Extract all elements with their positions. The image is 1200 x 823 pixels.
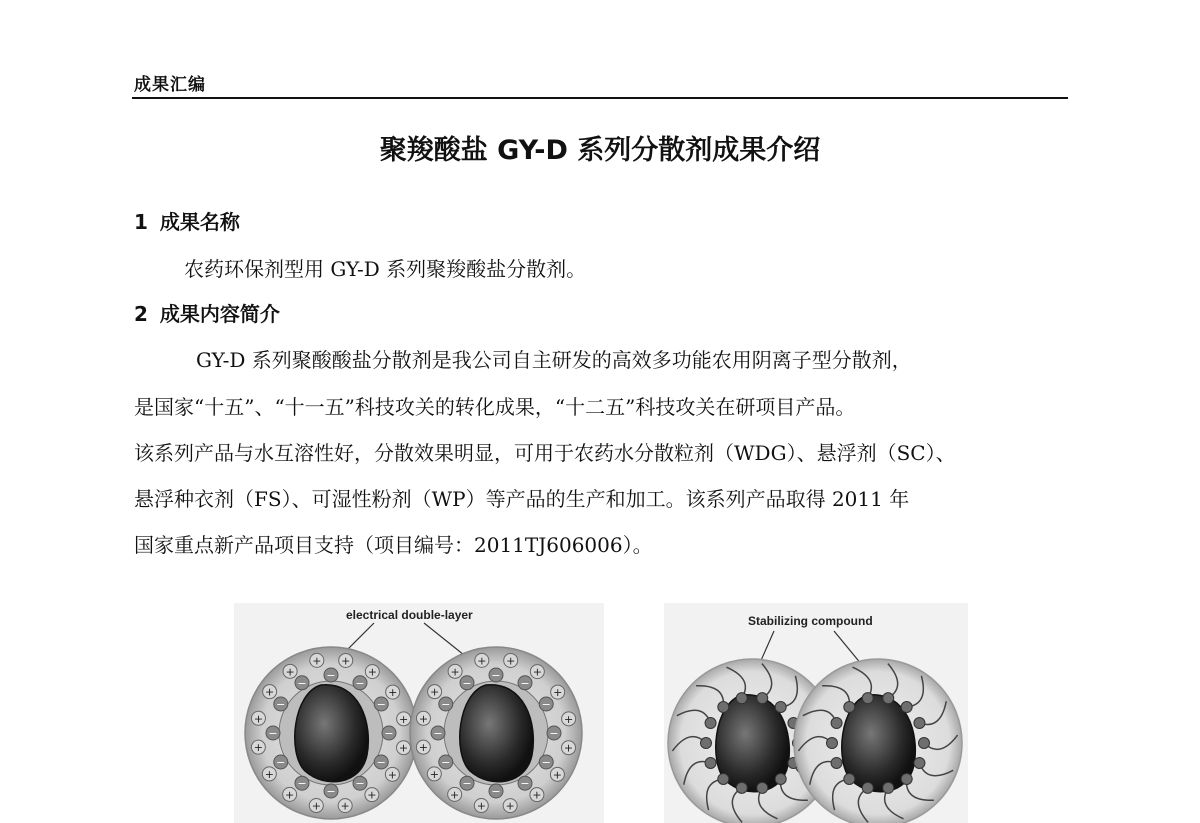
plus-sign: + bbox=[563, 741, 574, 755]
leader-line bbox=[834, 631, 862, 665]
paragraph-line: GY-D 系列聚酸酸盐分散剂是我公司自主研发的高效多功能农用阴离子型分散剂， bbox=[196, 348, 912, 372]
plus-sign: + bbox=[285, 788, 295, 802]
minus-sign: − bbox=[549, 727, 559, 740]
minus-sign: − bbox=[297, 676, 307, 690]
minus-sign: − bbox=[441, 756, 451, 769]
anchor-group bbox=[718, 702, 729, 713]
paragraph-line: 该系列产品与水互溶性好，分散效果明显，可用于农药水分散粒剂（WDG）、悬浮剂（SC）、 bbox=[134, 441, 956, 465]
anchor-group bbox=[883, 782, 894, 793]
figure-electrical-double-layer bbox=[234, 603, 604, 823]
paragraph-line: 是国家“十五”、“十一五”科技攻关的转化成果，“十二五”科技攻关在研项目产品。 bbox=[134, 395, 856, 419]
figure-stabilizing-compound bbox=[664, 603, 968, 823]
running-header: 成果汇编 bbox=[134, 75, 206, 95]
minus-sign: − bbox=[491, 669, 501, 682]
plus-sign: + bbox=[285, 665, 295, 679]
plus-sign: + bbox=[553, 686, 563, 700]
paragraph-line: 悬浮种衣剂（FS）、可湿性粉剂（WP）等产品的生产和加工。该系列产品取得 2011 年 bbox=[134, 487, 910, 511]
anchor-group bbox=[883, 693, 894, 704]
anchor-group bbox=[705, 757, 716, 768]
paragraph-line: 农药环保剂型用 GY-D 系列聚羧酸盐分散剂。 bbox=[184, 257, 587, 281]
plus-sign: + bbox=[418, 741, 428, 755]
plus-sign: + bbox=[429, 767, 439, 781]
plus-sign: + bbox=[387, 768, 397, 782]
anchor-group bbox=[827, 738, 838, 749]
plus-sign: + bbox=[418, 712, 429, 726]
plus-sign: + bbox=[506, 654, 516, 668]
anchor-group bbox=[844, 702, 855, 713]
minus-sign: − bbox=[384, 727, 394, 740]
minus-sign: − bbox=[462, 676, 472, 690]
figure-label-left: electrical double-layer bbox=[346, 608, 473, 622]
section-heading-2 bbox=[134, 298, 280, 327]
header-rule bbox=[132, 97, 1068, 99]
anchor-group bbox=[862, 693, 873, 704]
minus-sign: − bbox=[433, 727, 443, 740]
steric-illustration bbox=[664, 603, 968, 823]
double-layer-illustration bbox=[234, 603, 604, 823]
plus-sign: + bbox=[341, 654, 351, 668]
minus-sign: − bbox=[376, 698, 386, 711]
minus-sign: − bbox=[268, 727, 278, 740]
plus-sign: + bbox=[340, 799, 350, 813]
minus-sign: − bbox=[441, 698, 451, 711]
section-number: 1 bbox=[134, 210, 148, 234]
plus-sign: + bbox=[477, 654, 487, 668]
anchor-group bbox=[914, 718, 925, 729]
minus-sign: − bbox=[276, 698, 286, 711]
plus-sign: + bbox=[430, 685, 440, 699]
section-title: 成果内容简介 bbox=[159, 302, 280, 326]
plus-sign: + bbox=[564, 712, 574, 726]
anchor-group bbox=[705, 718, 716, 729]
minus-sign: − bbox=[276, 756, 286, 769]
minus-sign: − bbox=[376, 756, 386, 769]
anchor-group bbox=[757, 693, 768, 704]
plus-sign: + bbox=[367, 665, 377, 679]
anchor-group bbox=[775, 773, 786, 784]
plus-sign: + bbox=[253, 741, 263, 755]
plus-sign: + bbox=[388, 686, 398, 700]
section-title: 成果名称 bbox=[159, 210, 240, 234]
plus-sign: + bbox=[532, 788, 542, 802]
minus-sign: − bbox=[326, 785, 336, 798]
paragraph-line: 国家重点新产品项目支持（项目编号：2011TJ606006）。 bbox=[134, 533, 653, 557]
plus-sign: + bbox=[253, 712, 264, 726]
minus-sign: − bbox=[541, 698, 551, 711]
page-title: 聚羧酸盐 GY-D 系列分散剂成果介绍 bbox=[379, 135, 821, 166]
section-number: 2 bbox=[134, 302, 148, 326]
plus-sign: + bbox=[264, 767, 274, 781]
plus-sign: + bbox=[398, 741, 409, 755]
plus-sign: + bbox=[476, 799, 486, 813]
anchor-group bbox=[914, 757, 925, 768]
anchor-group bbox=[901, 773, 912, 784]
plus-sign: + bbox=[450, 665, 460, 679]
anchor-group bbox=[844, 773, 855, 784]
section-heading-1 bbox=[134, 206, 240, 235]
minus-sign: − bbox=[355, 676, 365, 690]
plus-sign: + bbox=[311, 799, 321, 813]
plus-sign: + bbox=[265, 685, 275, 699]
plus-sign: + bbox=[505, 799, 515, 813]
plus-sign: + bbox=[312, 654, 322, 668]
plus-sign: + bbox=[399, 712, 409, 726]
minus-sign: − bbox=[326, 669, 336, 682]
minus-sign: − bbox=[462, 777, 472, 791]
anchor-group bbox=[701, 738, 712, 749]
minus-sign: − bbox=[355, 777, 365, 791]
anchor-group bbox=[757, 782, 768, 793]
anchor-group bbox=[901, 702, 912, 713]
minus-sign: − bbox=[297, 777, 307, 791]
minus-sign: − bbox=[520, 676, 530, 690]
minus-sign: − bbox=[541, 756, 551, 769]
anchor-group bbox=[831, 718, 842, 729]
anchor-group bbox=[862, 782, 873, 793]
anchor-group bbox=[736, 693, 747, 704]
anchor-group bbox=[736, 782, 747, 793]
plus-sign: + bbox=[552, 768, 562, 782]
plus-sign: + bbox=[450, 788, 460, 802]
minus-sign: − bbox=[520, 777, 530, 791]
figure-label-right: Stabilizing compound bbox=[748, 614, 873, 628]
minus-sign: − bbox=[491, 785, 501, 798]
anchor-group bbox=[718, 773, 729, 784]
anchor-group bbox=[775, 702, 786, 713]
anchor-group bbox=[919, 738, 930, 749]
plus-sign: + bbox=[532, 665, 542, 679]
anchor-group bbox=[831, 757, 842, 768]
plus-sign: + bbox=[367, 788, 377, 802]
